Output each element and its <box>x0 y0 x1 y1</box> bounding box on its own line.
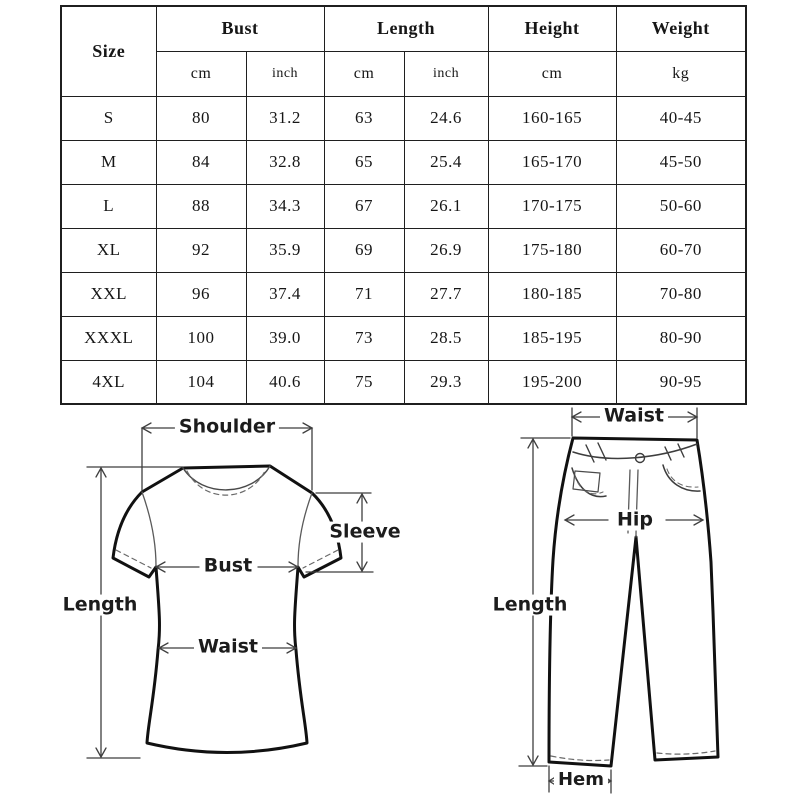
cell-length-inch: 26.1 <box>404 184 488 228</box>
pants-waist-label: Waist <box>600 406 668 427</box>
pants-outline-path <box>549 438 718 766</box>
cell-length-inch: 27.7 <box>404 272 488 316</box>
subheader-bust-inch: inch <box>246 51 324 96</box>
pants-diagram <box>549 438 718 766</box>
table-row-m <box>61 140 746 184</box>
cell-size: XL <box>61 228 156 272</box>
subheader-length-inch: inch <box>404 51 488 96</box>
size-chart-table <box>60 5 747 405</box>
header-row-main <box>61 6 746 51</box>
cell-bust-inch: 37.4 <box>246 272 324 316</box>
subheader-length-cm: cm <box>324 51 404 96</box>
cell-height: 160-165 <box>488 96 616 140</box>
cell-height: 185-195 <box>488 316 616 360</box>
cell-length-cm: 71 <box>324 272 404 316</box>
cell-bust-inch: 31.2 <box>246 96 324 140</box>
cell-height: 180-185 <box>488 272 616 316</box>
table-row-xxxl <box>61 316 746 360</box>
sleeve-label: Sleeve <box>325 522 404 543</box>
table-row-xl <box>61 228 746 272</box>
cell-weight: 80-90 <box>616 316 746 360</box>
table-row-4xl <box>61 360 746 404</box>
cell-size: 4XL <box>61 360 156 404</box>
cell-length-inch: 26.9 <box>404 228 488 272</box>
cell-height: 165-170 <box>488 140 616 184</box>
cell-length-cm: 73 <box>324 316 404 360</box>
cell-length-cm: 75 <box>324 360 404 404</box>
cell-weight: 90-95 <box>616 360 746 404</box>
cell-length-cm: 65 <box>324 140 404 184</box>
table-row-xxl <box>61 272 746 316</box>
cell-size: M <box>61 140 156 184</box>
cell-height: 170-175 <box>488 184 616 228</box>
cell-bust-cm: 104 <box>156 360 246 404</box>
hem-label: Hem <box>554 770 608 790</box>
pants-length-label: Length <box>489 595 572 616</box>
cell-size: XXL <box>61 272 156 316</box>
col-header-length: Length <box>324 6 488 51</box>
shirt-waist-label: Waist <box>194 637 262 658</box>
cell-size: S <box>61 96 156 140</box>
table-row-s <box>61 96 746 140</box>
cell-bust-cm: 84 <box>156 140 246 184</box>
cell-bust-inch: 32.8 <box>246 140 324 184</box>
cell-bust-cm: 80 <box>156 96 246 140</box>
cell-bust-inch: 39.0 <box>246 316 324 360</box>
shoulder-label: Shoulder <box>175 417 279 438</box>
cell-weight: 70-80 <box>616 272 746 316</box>
cell-length-cm: 67 <box>324 184 404 228</box>
cell-length-inch: 28.5 <box>404 316 488 360</box>
cell-height: 195-200 <box>488 360 616 404</box>
cell-weight: 45-50 <box>616 140 746 184</box>
table-row-l <box>61 184 746 228</box>
cell-length-cm: 63 <box>324 96 404 140</box>
cell-bust-cm: 96 <box>156 272 246 316</box>
shirt-length-label: Length <box>59 595 142 616</box>
cell-weight: 40-45 <box>616 96 746 140</box>
cell-weight: 50-60 <box>616 184 746 228</box>
cell-size: XXXL <box>61 316 156 360</box>
shirt-bust-label: Bust <box>200 556 256 577</box>
hip-label: Hip <box>613 510 657 531</box>
cell-bust-cm: 92 <box>156 228 246 272</box>
cell-bust-inch: 35.9 <box>246 228 324 272</box>
col-header-weight: Weight <box>616 6 746 51</box>
subheader-height-cm: cm <box>488 51 616 96</box>
cell-length-inch: 29.3 <box>404 360 488 404</box>
cell-bust-inch: 40.6 <box>246 360 324 404</box>
col-header-height: Height <box>488 6 616 51</box>
cell-bust-inch: 34.3 <box>246 184 324 228</box>
cell-bust-cm: 100 <box>156 316 246 360</box>
cell-bust-cm: 88 <box>156 184 246 228</box>
col-header-size: Size <box>61 6 156 96</box>
col-header-bust: Bust <box>156 6 324 51</box>
cell-length-cm: 69 <box>324 228 404 272</box>
tshirt-diagram <box>113 466 341 753</box>
cell-weight: 60-70 <box>616 228 746 272</box>
cell-height: 175-180 <box>488 228 616 272</box>
header-row-units <box>61 51 746 96</box>
subheader-weight-kg: kg <box>616 51 746 96</box>
cell-length-inch: 24.6 <box>404 96 488 140</box>
size-chart-container <box>60 5 745 405</box>
subheader-bust-cm: cm <box>156 51 246 96</box>
cell-size: L <box>61 184 156 228</box>
cell-length-inch: 25.4 <box>404 140 488 184</box>
